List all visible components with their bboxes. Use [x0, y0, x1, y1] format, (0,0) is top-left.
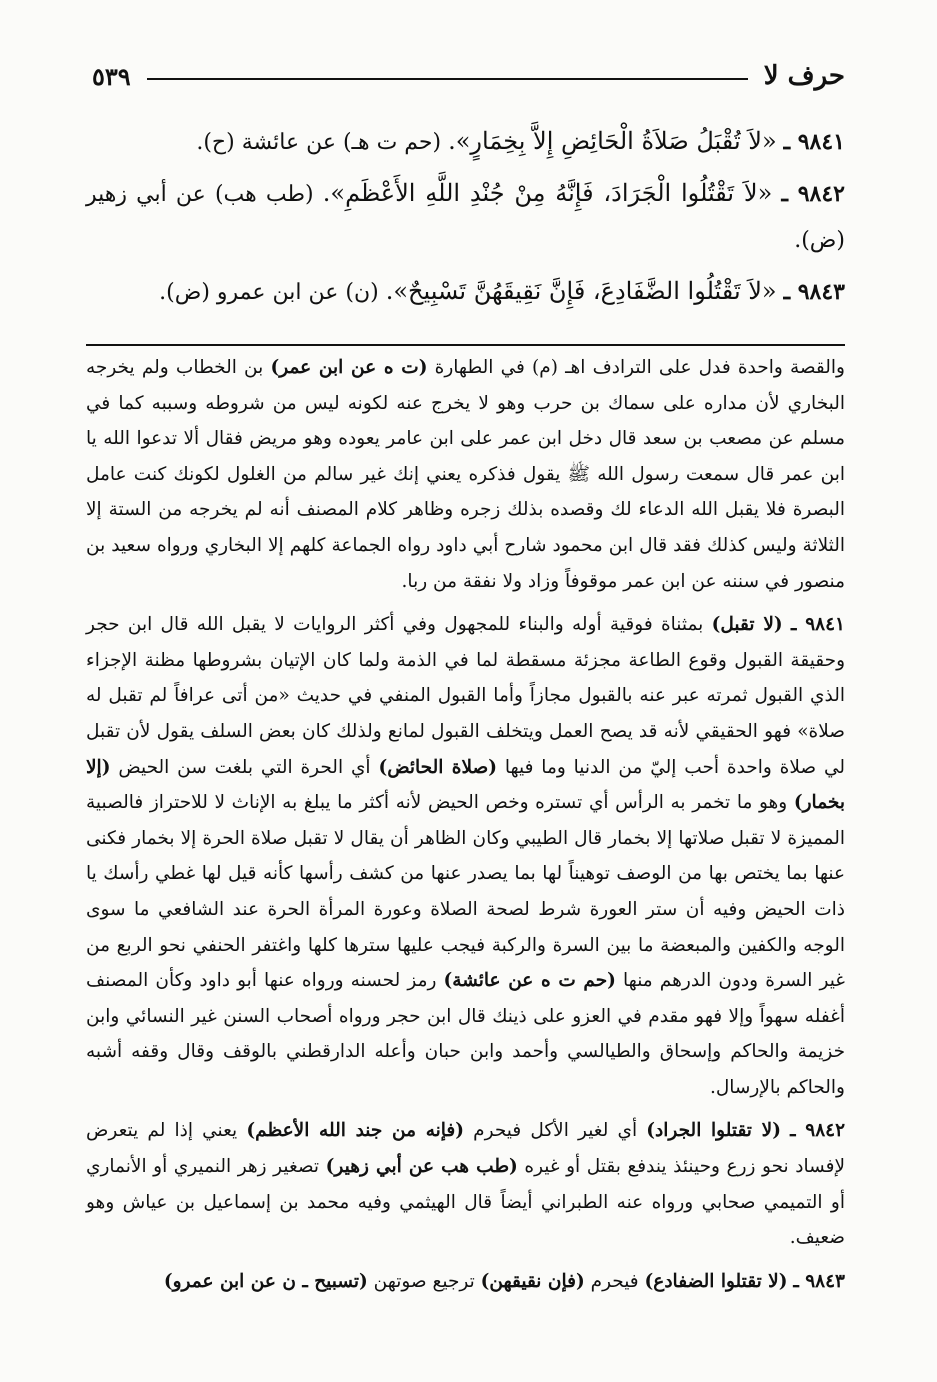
commentary-reference: (ت ه عن ابن عمر): [270, 357, 428, 378]
commentary-text: يعني إذا لم يتعرض لإفساد نحو زرع وحينئذ يندفع بقتل أو غيره: [86, 1120, 845, 1178]
commentary-paragraph: [86, 1264, 845, 1300]
hadith-item: [86, 268, 845, 316]
commentary-text: تصغير زهر النميري أو الأنماري أو التميمي صحابي ورواه عنه الطبراني أيضاً قال الهيثمي وفيه محمد بن إسماعيل بن عياش وهو ضعيف.: [86, 1156, 845, 1249]
commentary-text: رمز لحسنه ورواه عنها أبو داود وكأن المصنف أغفله سهواً وإلا فهو مقدم في العزو على ذينك قال ابن حجر ورواه أصحاب السنن غير النسائي وابن خزيمة والحاكم وإسحاق والطيالسي وأحمد وابن حبان وأعله الدارقطني بالوقف وقال وقفه أشبه والحاكم بالإرسال.: [86, 970, 845, 1098]
header-rule: [147, 78, 748, 80]
chapter-title: حرف لا: [763, 61, 845, 91]
commentary-quote: (لا تقبل): [711, 614, 783, 636]
hadith-text: «لاَ تَقْتُلُوا الضَّفَادِعَ، فَإِنَّ نَقِيقَهُنَّ تَسْبِيحٌ».: [385, 277, 777, 305]
commentary-quote: (لا تقتلوا الضفادع): [644, 1270, 788, 1292]
hadith-item: [86, 170, 845, 264]
commentary-number: ٩٨٤٣ ـ: [793, 1270, 845, 1292]
page-header: [92, 56, 845, 96]
commentary-text: فيحرم: [590, 1270, 639, 1292]
commentary-section: [86, 350, 845, 1307]
commentary-text: ترجيع صوتهن: [373, 1270, 475, 1292]
commentary-reference: (تسبيح ـ ن عن ابن عمرو): [163, 1270, 368, 1292]
hadith-source: (طب هب) عن أبي زهير (ض).: [86, 182, 845, 253]
hadith-source: (ن) عن ابن عمرو (ض).: [159, 280, 379, 305]
commentary-quote: (صلاة الحائض): [378, 756, 497, 778]
commentary-quote: (إلا بخمار): [86, 756, 845, 814]
hadith-item: [86, 118, 845, 166]
hadith-source: (حم ت هـ) عن عائشة (ح).: [196, 130, 442, 155]
footnote-divider: [86, 344, 845, 346]
hadith-number: ٩٨٤٣ ـ: [783, 279, 845, 305]
commentary-reference: (طب هب عن أبي زهير): [325, 1156, 518, 1178]
hadith-number: ٩٨٤٢ ـ: [781, 181, 845, 207]
hadith-text: «لاَ تُقْبَلُ صَلاَةُ الْحَائِضِ إِلاَّ بِخِمَارٍ».: [448, 127, 777, 155]
commentary-text: أي لغير الأكل فيحرم: [473, 1120, 638, 1142]
hadith-number: ٩٨٤١ ـ: [783, 129, 845, 155]
commentary-text: بن الخطاب ولم يخرجه البخاري لأن مداره على سماك بن حرب وهو لا يخرج عنه لكونه ليس من شروطه وسببه كما في مسلم عن مصعب بن سعد قال دخل ابن عمر على ابن عامر يعوده وهو مريض فقال ألا تدعوا الله يا ابن عمر قال سمعت رسول الله ﷺ يقول فذكره يعني إنك غير سالم من الغلول لكونك كنت عامل البصرة فلا يقبل الله الدعاء لك وقصده بذلك زجره وظاهر كلام المصنف أنه لم يخرجه من الستة إلا الثلاثة وليس كذلك فقد قال ابن محمود شارح أبي داود رواه الجماعة كلهم إلا البخاري ورواه سعيد بن منصور في سننه عن ابن عمر موقوفاً وزاد ولا نفقة من ربا.: [86, 357, 845, 592]
commentary-paragraph: [86, 607, 845, 1105]
hadith-text: «لاَ تَقْتُلُوا الْجَرَادَ، فَإِنَّهُ مِنْ جُنْدِ اللَّهِ الأَعْظَمِ».: [322, 179, 773, 207]
commentary-quote: (فإنه من جند الله الأعظم): [246, 1120, 465, 1142]
commentary-text: وهو ما تخمر به الرأس أي تستره وخص الحيض لأنه أكثر ما يبلغ به الإناث لا للاحتراز فالصبية المميزة لا تقبل صلاتها إلا بخمار قال الطيبي وكان الظاهر أن يقال لا تقبل صلاة الحرة إلا بخمار فكنى عنها بما يختص بها من الوصف توهيناً لها بما يصدر عنها من كشف رأسها كأنه قيل لها غطي رأسك يا ذات الحيض وفيه أن ستر العورة شرط لصحة الصلاة وعورة المرأة الحرة عند الشافعي ما سوى الوجه والكفين والمبعضة ما بين السرة والركبة فيجب عليها سترها كلها واغتفر الحنفي نحو الربع من غير السرة ودون الدرهم منها: [86, 792, 845, 992]
commentary-quote: (فإن نقيقهن): [480, 1270, 585, 1292]
commentary-text: والقصة واحدة فدل على الترادف اهـ (م) في الطهارة: [434, 357, 845, 378]
commentary-text: أي الحرة التي بلغت سن الحيض: [118, 756, 371, 778]
page-number: ٥٣٩: [92, 61, 131, 91]
commentary-number: ٩٨٤٢ ـ: [790, 1120, 846, 1142]
hadith-section: [86, 118, 845, 320]
commentary-quote: (لا تقتلوا الجراد): [646, 1120, 781, 1142]
commentary-reference: (حم ت ه عن عائشة): [443, 970, 616, 992]
commentary-paragraph: [86, 1113, 845, 1255]
commentary-text: بمثناة فوقية أوله والبناء للمجهول وفي أكثر الروايات لا يقبل الله قال ابن حجر وحقيقة القبول وقوع الطاعة مجزئة مسقطة لما في الذمة ولما كان الإتيان بشروطها مظنة الإجزاء الذي القبول ثمرته عبر عنه بالقبول مجازاً وأما القبول المنفي في حديث «من أتى عرافاً لم تقبل له صلاة» فهو الحقيقي لأنه قد يصح العمل ويتخلف القبول لمانع ولذلك كان بعض السلف يقول لأن تقبل لي صلاة واحدة أحب إليّ من الدنيا وما فيها: [86, 614, 846, 778]
commentary-number: ٩٨٤١ ـ: [790, 614, 845, 636]
commentary-paragraph: [86, 350, 845, 599]
